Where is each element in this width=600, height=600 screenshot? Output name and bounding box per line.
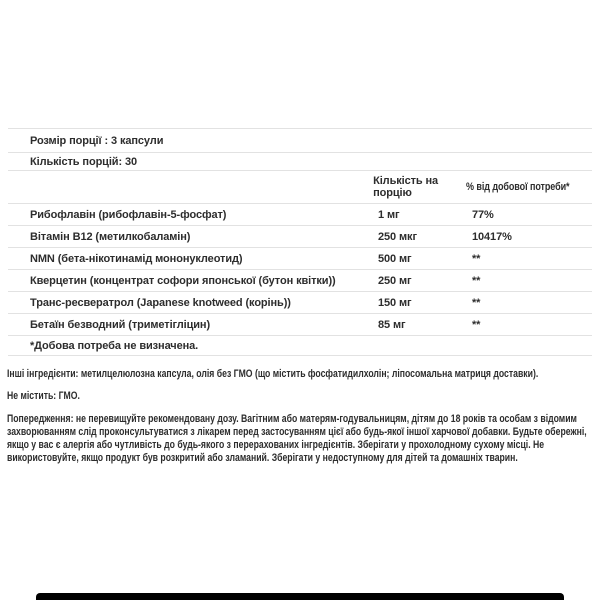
ingredient-row-riboflavin xyxy=(8,204,592,226)
column-header-daily-value: % від добової потреби* xyxy=(465,181,570,193)
ingredient-row-b12 xyxy=(8,226,592,248)
ingredient-row-nmn xyxy=(8,248,592,270)
ingredient-name: Транс-ресвератрол (Japanese knotweed (корінь)) xyxy=(30,296,291,309)
ingredient-dv: ** xyxy=(472,252,481,265)
ingredient-dv: ** xyxy=(472,274,481,287)
ingredient-amount: 500 мг xyxy=(378,252,412,265)
ingredient-name: Вітамін B12 (метилкобаламін) xyxy=(30,230,191,243)
ingredient-dv: 77% xyxy=(472,208,494,221)
ingredient-name: Рибофлавін (рибофлавін-5-фосфат) xyxy=(30,208,227,221)
ingredient-dv: ** xyxy=(472,318,481,331)
ingredient-amount: 250 мг xyxy=(378,274,412,287)
ingredient-name: Кверцетин (концентрат софори японської (бутон квітки)) xyxy=(30,274,336,287)
servings-count-label: Кількість порцій: 30 xyxy=(30,155,138,168)
bottom-indicator-bar xyxy=(36,593,564,600)
ingredient-dv: 10417% xyxy=(472,230,512,243)
ingredient-amount: 250 мкг xyxy=(378,230,417,243)
ingredient-amount: 1 мг xyxy=(378,208,400,221)
ingredient-row-resveratrol xyxy=(8,292,592,314)
footnote-row xyxy=(8,336,592,356)
serving-size-label: Розмір порції : 3 капсули xyxy=(30,134,164,147)
table-header-row xyxy=(8,171,592,204)
supplement-facts-table xyxy=(8,128,592,356)
ingredient-amount: 85 мг xyxy=(378,318,406,331)
ingredient-name: NMN (бета-нікотинамід мононуклеотид) xyxy=(30,252,243,265)
ingredient-row-quercetin xyxy=(8,270,592,292)
other-ingredients-text: Інші інгредієнти: метилцелюлозна капсула, олія без ГМО (що містить фосфатидилхолін; ліпосомальна матриця доставки). xyxy=(7,368,539,380)
label-paragraphs xyxy=(7,368,593,465)
serving-size-row xyxy=(8,129,592,153)
does-not-contain-text: Не містить: ГМО. xyxy=(7,390,80,402)
column-header-amount: Кількість на порцію xyxy=(373,175,439,199)
warning-text: Попередження: не перевищуйте рекомендовану дозу. Вагітним або матерям-годувальницям, дітям до 18 років та особам з відомим захворюванням слід проконсультуватися з лікарем перед застосуванням цієї або будь-якої іншої харчової добавки. Будьте обережні, якщо у вас є алергія або чутливість до будь-якого з перерахованих інгредієнтів. Зберігати у прохолодному сухому місці. Не використовуйте, якщо продукт був розкритий або зламаний. Зберігати у недоступному для дітей та домашніх тварин. xyxy=(7,413,587,464)
servings-count-row xyxy=(8,153,592,171)
ingredient-dv: ** xyxy=(472,296,481,309)
ingredient-amount: 150 мг xyxy=(378,296,412,309)
ingredient-row-betaine xyxy=(8,314,592,336)
ingredient-name: Бетаїн безводний (триметігліцин) xyxy=(30,318,211,331)
daily-value-footnote: *Добова потреба не визначена. xyxy=(30,339,199,352)
